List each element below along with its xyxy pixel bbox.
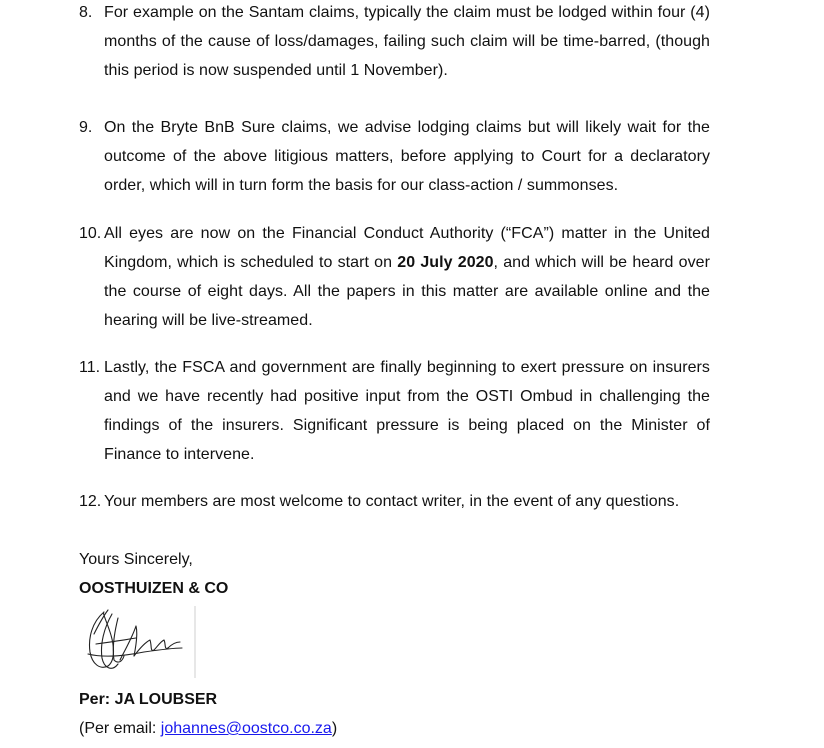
item-number: 10. bbox=[79, 225, 102, 242]
item-text bbox=[104, 219, 710, 335]
email-prefix: (Per email: bbox=[79, 720, 161, 737]
salutation: Yours Sincerely, bbox=[79, 551, 193, 568]
item-number: 11. bbox=[79, 359, 101, 376]
list-item bbox=[79, 113, 710, 200]
email-suffix: ) bbox=[331, 720, 338, 737]
list-item bbox=[79, 487, 739, 516]
item-text: Lastly, the FSCA and government are finally beginning to exert pressure on insurers and we have recently had positive input from the OSTI Ombud in challenging the findings of the insurers. Significant pressure is being placed on the Minister of Finance to intervene. bbox=[104, 359, 710, 463]
signature-image bbox=[84, 604, 199, 680]
email-link[interactable]: johannes@oostco.co.za bbox=[160, 720, 332, 737]
list-item bbox=[79, 353, 710, 469]
item-number: 12. bbox=[79, 493, 102, 510]
item-number: 9. bbox=[79, 119, 93, 136]
signatory: Per: JA LOUBSER bbox=[79, 691, 218, 708]
item-text: On the Bryte BnB Sure claims, we advise lodging claims but will likely wait for the outcome of the above litigious matters, before applying to Court for a declaratory order, which will in turn form the basis for our class-action / summonses. bbox=[104, 119, 710, 194]
item-text: Your members are most welcome to contact writer, in the event of any questions. bbox=[104, 493, 680, 510]
item-text-part: , and which will be heard over the course of eight days. All the papers in this matter are available online and the hearing will be live-streamed. bbox=[104, 254, 711, 329]
item-text: For example on the Santam claims, typically the claim must be lodged within four (4) months of the cause of loss/damages, failing such claim will be time-barred, (though this period is now suspended until 1 November). bbox=[104, 4, 710, 79]
item-number: 8. bbox=[79, 4, 93, 21]
hearing-date: 20 July 2020 bbox=[397, 254, 494, 271]
firm-name: OOSTHUIZEN & CO bbox=[79, 580, 229, 597]
list-item bbox=[79, 219, 710, 335]
item-text-part: All eyes are now on the Financial Conduct Authority (“FCA”) matter in the United Kingdom, which is scheduled to start on bbox=[104, 225, 710, 271]
list-item bbox=[79, 0, 710, 85]
email-line bbox=[79, 714, 337, 743]
